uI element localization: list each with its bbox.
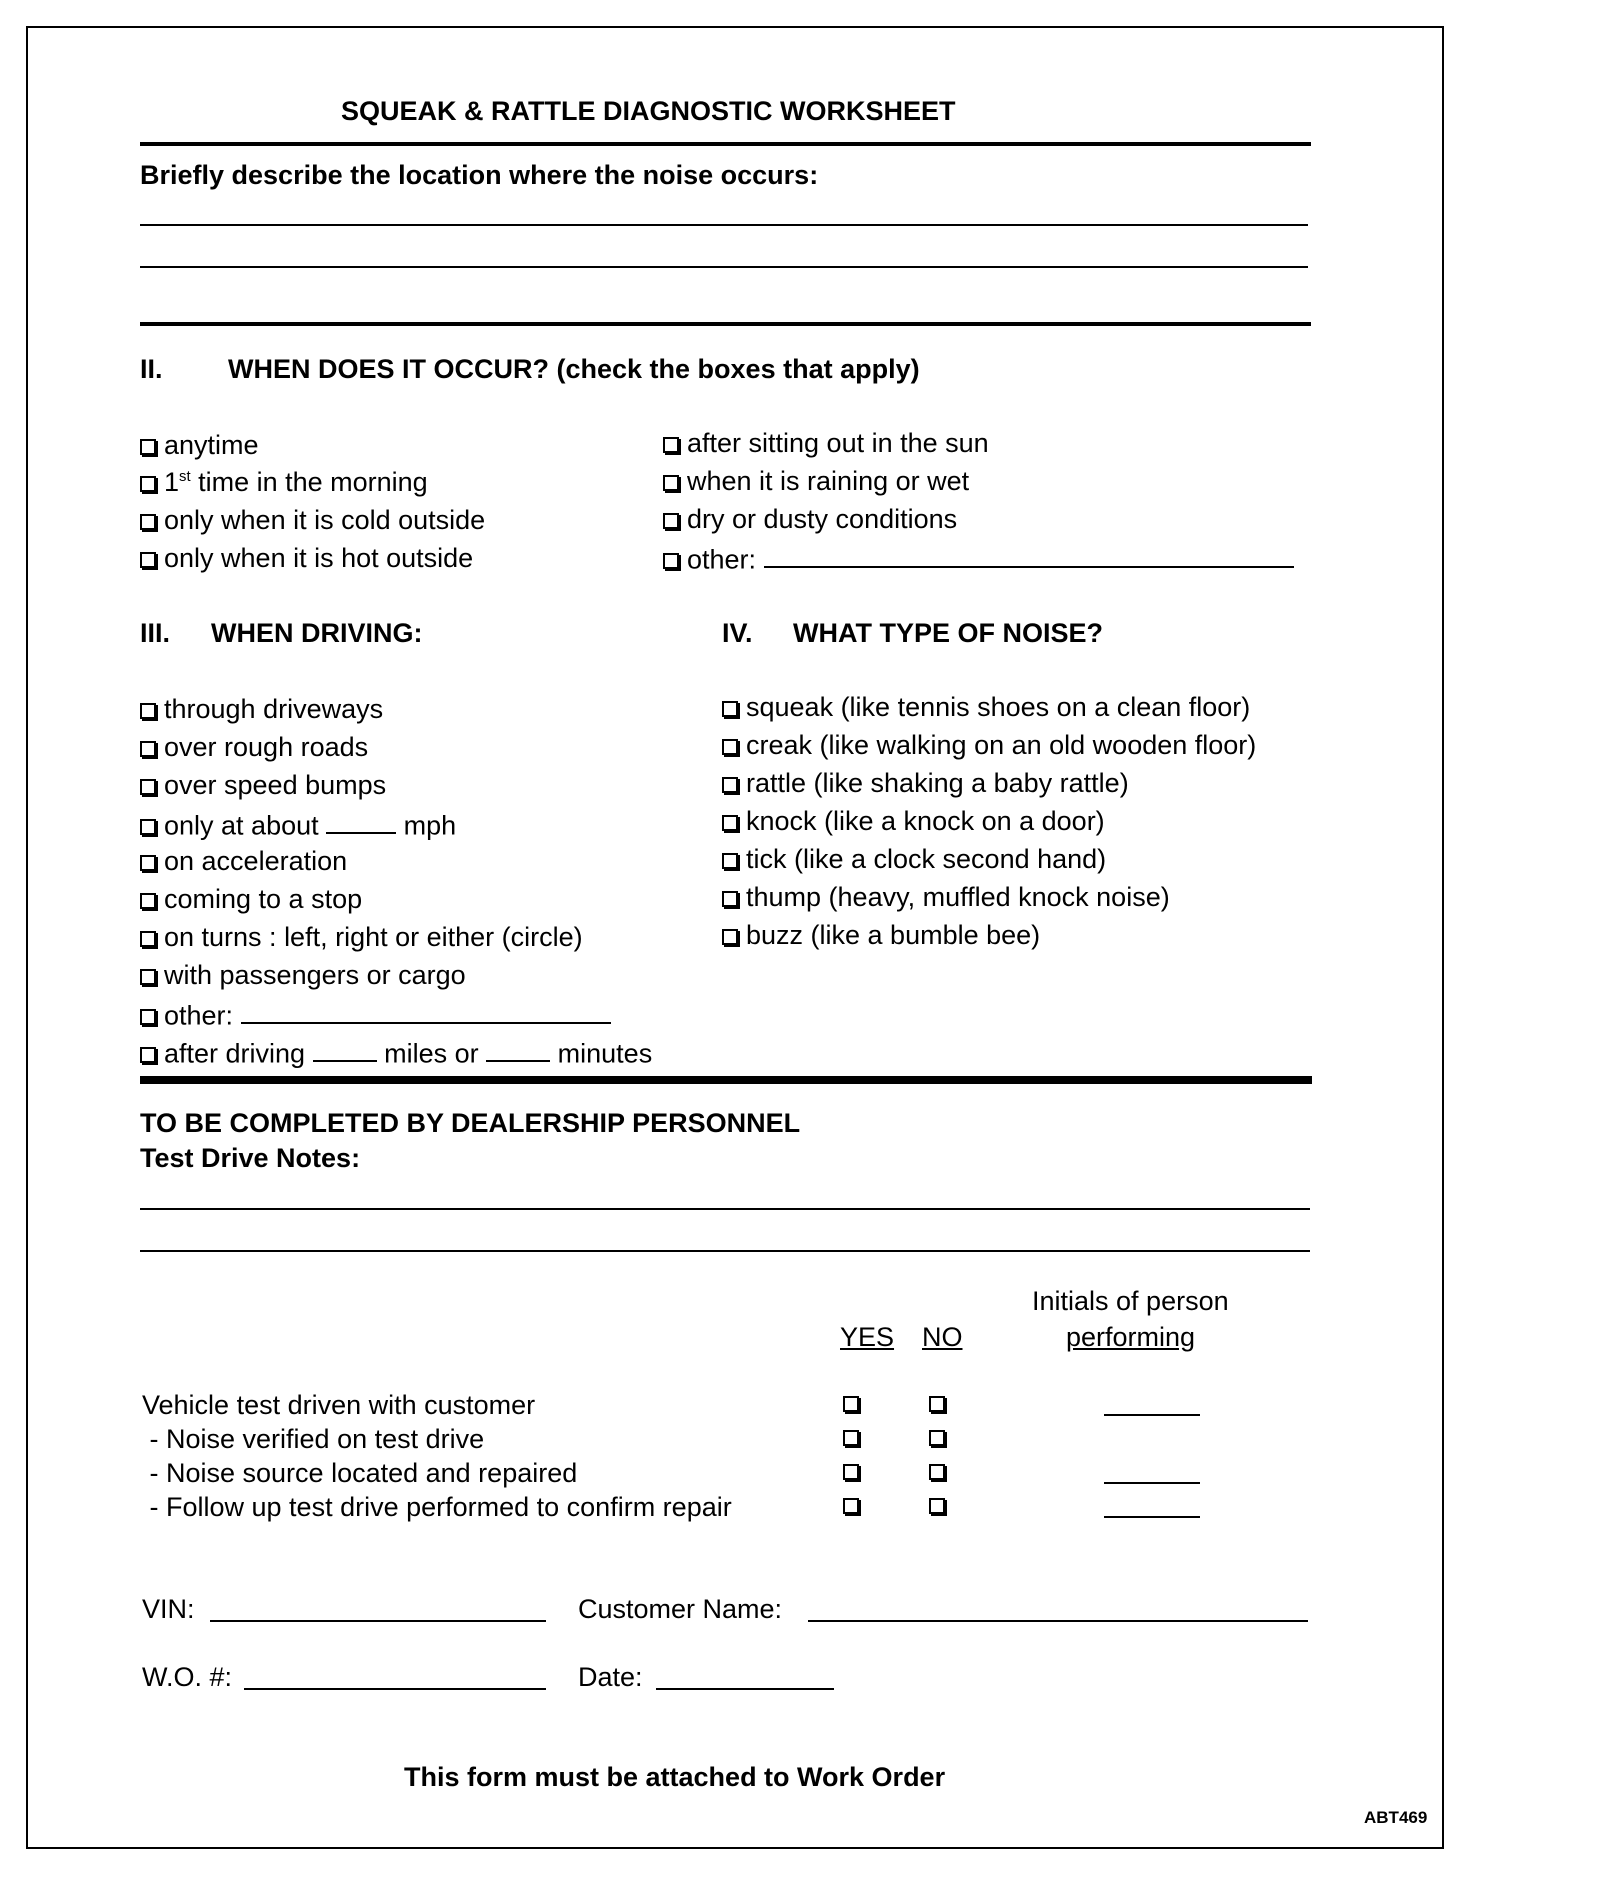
checkbox-item[interactable]: after driving miles or minutes	[140, 1036, 652, 1069]
section4-numeral: IV.	[722, 618, 753, 648]
worksheet-title: SQUEAK & RATTLE DIAGNOSTIC WORKSHEET	[341, 96, 956, 126]
checkbox[interactable]	[663, 553, 679, 569]
date-field[interactable]	[656, 1688, 834, 1690]
no-checkbox[interactable]	[929, 1498, 945, 1514]
other-field[interactable]	[764, 542, 1294, 568]
checkbox[interactable]	[140, 779, 156, 795]
yes-checkbox[interactable]	[843, 1430, 859, 1446]
checkbox[interactable]	[140, 855, 156, 871]
no-checkbox[interactable]	[929, 1464, 945, 1480]
checkbox-item[interactable]: rattle (like shaking a baby rattle)	[722, 768, 1129, 799]
checkbox-item[interactable]: only when it is hot outside	[140, 543, 473, 574]
yes-checkbox[interactable]	[843, 1464, 859, 1480]
checkbox-item[interactable]: anytime	[140, 430, 259, 461]
checkbox-item[interactable]: on turns : left, right or either (circle)	[140, 922, 583, 953]
footer-note: This form must be attached to Work Order	[404, 1762, 946, 1792]
miles-field[interactable]	[313, 1036, 377, 1062]
checkbox[interactable]	[140, 476, 156, 492]
initials-field[interactable]	[1104, 1516, 1200, 1518]
location-prompt: Briefly describe the location where the noise occurs:	[140, 160, 819, 190]
no-checkbox[interactable]	[929, 1396, 945, 1412]
checkbox[interactable]	[663, 475, 679, 491]
first-time-label: 1st time in the morning	[164, 467, 428, 497]
checkbox-item[interactable]: squeak (like tennis shoes on a clean floor)	[722, 692, 1250, 723]
checkbox-item[interactable]: with passengers or cargo	[140, 960, 466, 991]
other-field[interactable]	[241, 998, 611, 1024]
dealer-rule	[140, 1076, 1312, 1084]
table-row-label: - Follow up test drive performed to confirm repair	[142, 1492, 732, 1522]
table-row-label: - Noise verified on test drive	[142, 1424, 485, 1454]
checkbox[interactable]	[722, 929, 738, 945]
checkbox[interactable]	[140, 514, 156, 530]
checkbox-item[interactable]: thump (heavy, muffled knock noise)	[722, 882, 1170, 913]
checkbox-item[interactable]: dry or dusty conditions	[663, 504, 957, 535]
title-rule	[140, 142, 1311, 146]
checkbox[interactable]	[140, 819, 156, 835]
checkbox[interactable]	[140, 703, 156, 719]
checkbox[interactable]	[722, 815, 738, 831]
checkbox-item[interactable]: over rough roads	[140, 732, 368, 763]
vin-field[interactable]	[210, 1620, 546, 1622]
checkbox-item[interactable]: buzz (like a bumble bee)	[722, 920, 1040, 951]
table-row-label: - Noise source located and repaired	[142, 1458, 578, 1488]
checkbox-item[interactable]: when it is raining or wet	[663, 466, 969, 497]
checkbox-item[interactable]: through driveways	[140, 694, 383, 725]
date-label: Date:	[578, 1662, 643, 1692]
checkbox[interactable]	[140, 893, 156, 909]
section3-numeral: III.	[140, 618, 171, 648]
checkbox[interactable]	[140, 969, 156, 985]
checkbox[interactable]	[722, 891, 738, 907]
customer-name-label: Customer Name:	[578, 1594, 783, 1624]
yes-header: YES	[840, 1322, 895, 1352]
checkbox[interactable]	[140, 1047, 156, 1063]
yes-checkbox[interactable]	[843, 1498, 859, 1514]
yes-checkbox[interactable]	[843, 1396, 859, 1412]
initials-field[interactable]	[1104, 1482, 1200, 1484]
wo-field[interactable]	[244, 1688, 546, 1690]
checkbox-item[interactable]: other:	[140, 998, 611, 1031]
checkbox-item[interactable]: on acceleration	[140, 846, 347, 877]
section3-heading: WHEN DRIVING:	[211, 618, 423, 648]
location-line-2[interactable]	[140, 266, 1308, 268]
no-checkbox[interactable]	[929, 1430, 945, 1446]
notes-line-1[interactable]	[140, 1208, 1310, 1210]
vin-label: VIN:	[142, 1594, 195, 1624]
checkbox[interactable]	[140, 931, 156, 947]
checkbox-item[interactable]: only when it is cold outside	[140, 505, 485, 536]
no-header: NO	[922, 1322, 963, 1352]
customer-name-field[interactable]	[808, 1620, 1308, 1622]
table-row-label: Vehicle test driven with customer	[142, 1390, 536, 1420]
checkbox-item[interactable]: over speed bumps	[140, 770, 386, 801]
checkbox-item[interactable]: coming to a stop	[140, 884, 362, 915]
checkbox-item[interactable]: tick (like a clock second hand)	[722, 844, 1106, 875]
checkbox[interactable]	[663, 513, 679, 529]
location-line-1[interactable]	[140, 224, 1308, 226]
checkbox[interactable]	[140, 439, 156, 455]
initials-header-line2: performing	[1066, 1322, 1196, 1352]
minutes-field[interactable]	[486, 1036, 550, 1062]
test-drive-notes-label: Test Drive Notes:	[140, 1143, 361, 1173]
checkbox-item[interactable]	[140, 467, 428, 498]
section2-heading: WHEN DOES IT OCCUR? (check the boxes that apply)	[228, 354, 920, 384]
wo-label: W.O. #:	[142, 1662, 233, 1692]
checkbox[interactable]	[722, 777, 738, 793]
initials-header-line1: Initials of person	[1032, 1286, 1229, 1316]
section-rule	[140, 322, 1311, 326]
checkbox[interactable]	[140, 1009, 156, 1025]
checkbox-item[interactable]: other:	[663, 542, 1294, 575]
section2-numeral: II.	[140, 354, 163, 384]
checkbox-item[interactable]: knock (like a knock on a door)	[722, 806, 1105, 837]
checkbox-item[interactable]: creak (like walking on an old wooden floor)	[722, 730, 1256, 761]
checkbox[interactable]	[722, 701, 738, 717]
checkbox[interactable]	[140, 552, 156, 568]
checkbox-item[interactable]: only at about mph	[140, 808, 456, 841]
initials-field[interactable]	[1104, 1414, 1200, 1416]
section4-heading: WHAT TYPE OF NOISE?	[793, 618, 1103, 648]
checkbox[interactable]	[722, 739, 738, 755]
checkbox[interactable]	[722, 853, 738, 869]
form-code: ABT469	[1364, 1808, 1428, 1827]
notes-line-2[interactable]	[140, 1250, 1310, 1252]
checkbox[interactable]	[663, 437, 679, 453]
checkbox[interactable]	[140, 741, 156, 757]
speed-field[interactable]	[326, 808, 396, 834]
dealer-heading: TO BE COMPLETED BY DEALERSHIP PERSONNEL	[140, 1108, 801, 1138]
checkbox-item[interactable]: after sitting out in the sun	[663, 428, 989, 459]
